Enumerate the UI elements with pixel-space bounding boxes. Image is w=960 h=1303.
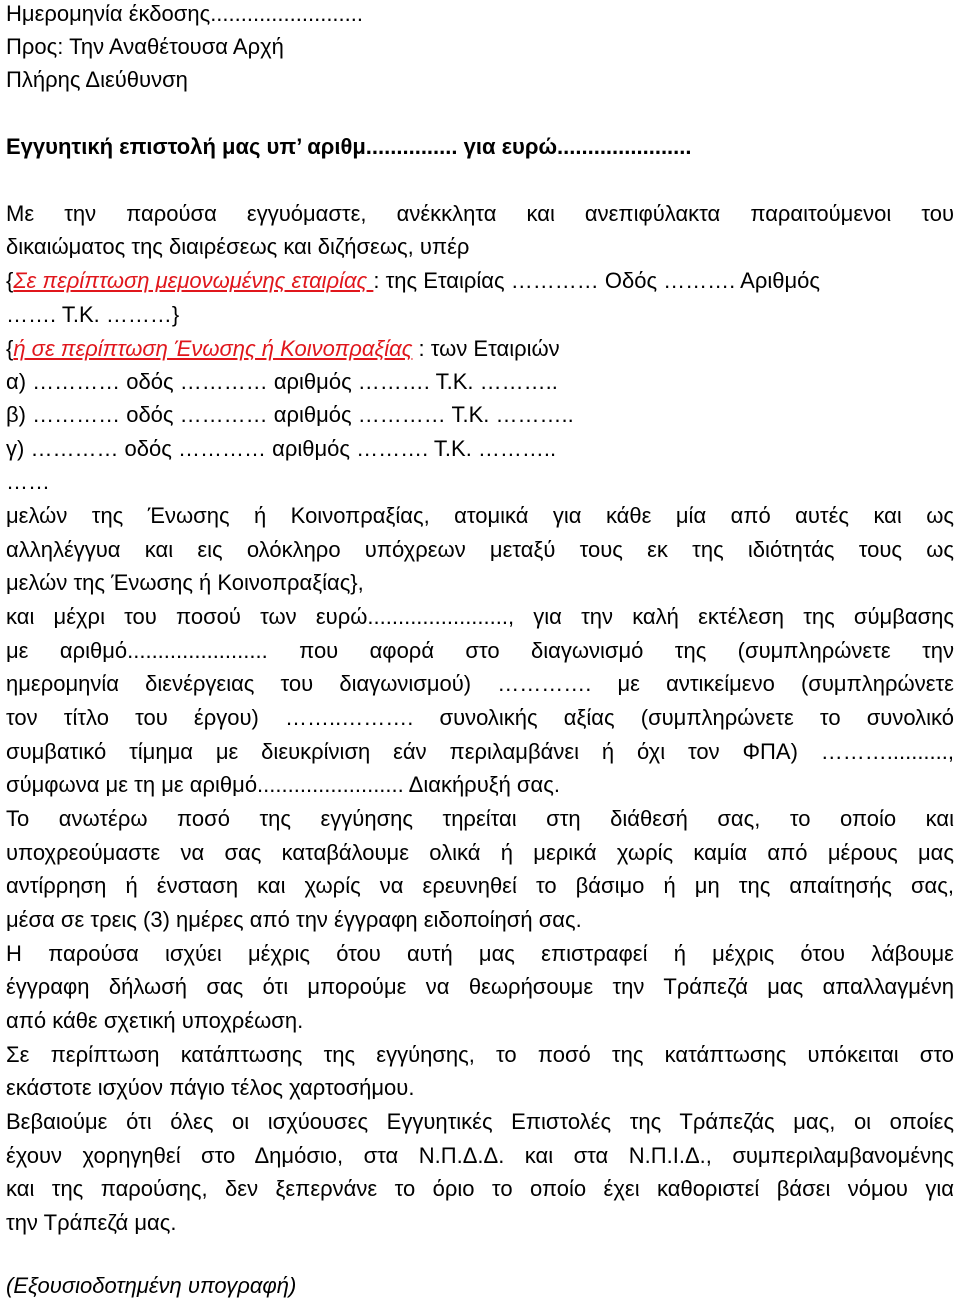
- amount-line: σύμφωνα με τη με αριθμό........................ Διακήρυξή σας.: [6, 772, 560, 797]
- union-member: ……: [6, 469, 50, 494]
- amount-line: τον τίτλο του έργου) ……..………. συνολικής αξίας (συμπληρώνετε το συνολικό: [6, 705, 954, 730]
- certify-paragraph-line: την Τράπεζά μας.: [6, 1210, 177, 1235]
- brace: {: [6, 268, 14, 293]
- full-address: Πλήρης Διεύθυνση: [6, 67, 188, 92]
- certify-paragraph-line: έχουν χορηγηθεί στο Δημόσιο, στα Ν.Π.Δ.Δ. και στα Ν.Π.Ι.Δ., συμπεριλαμβανομένης: [6, 1143, 954, 1168]
- certify-paragraph-line: Βεβαιούμε ότι όλες οι ισχύουσες Εγγυητικές Επιστολές της Τράπεζάς μας, οι οποίες: [6, 1109, 954, 1134]
- single-company-line: [6, 264, 820, 297]
- recipient: Προς: Την Αναθέτουσα Αρχή: [6, 34, 284, 59]
- forfeit-paragraph-line: Σε περίπτωση κατάπτωσης της εγγύησης, το ποσό της κατάπτωσης υπόκειται στο: [6, 1042, 954, 1067]
- amount-line: με αριθμό....................... που αφορά στο διαγωνισμό της (συμπληρώνετε την: [6, 638, 954, 663]
- single-company-fields: : της Εταιρίας ………… Οδός ………. Αριθμός: [373, 268, 820, 293]
- union-label: ή σε περίπτωση Ένωσης ή Κοινοπραξίας: [13, 336, 413, 361]
- guarantee-paragraph-line: μέσα σε τρεις (3) ημέρες από την έγγραφη ειδοποίησή σας.: [6, 907, 582, 932]
- authorized-signature: (Εξουσιοδοτημένη υπογραφή): [6, 1273, 297, 1298]
- forfeit-paragraph-line: εκάστοτε ισχύον πάγιο τέλος χαρτοσήμου.: [6, 1075, 415, 1100]
- union-member: β) ………… οδός ………… αριθμός ………… Τ.Κ. ………..: [6, 402, 574, 427]
- certify-paragraph-line: και της παρούσης, δεν ξεπερνάνε το όριο το οποίο έχει καθοριστεί βάσει νόμου για: [6, 1176, 954, 1201]
- intro-line: Με την παρούσα εγγυόμαστε, ανέκκλητα και ανεπιφύλακτα παραιτούμενοι του: [6, 201, 954, 226]
- letter-subject: Εγγυητική επιστολή μας υπ’ αριθμ............... για ευρώ......................: [6, 134, 692, 159]
- amount-line: συμβατικό τίμημα με διευκρίνιση εάν περιλαμβάνει ή όχι τον ΦΠΑ) ………..........,: [6, 739, 954, 764]
- single-company-line-2: ……. Τ.Κ. ………}: [6, 302, 180, 327]
- union-fields: : των Εταιριών: [412, 336, 560, 361]
- brace: {: [6, 336, 14, 361]
- amount-line: ημερομηνία διενέργειας του διαγωνισμού) …………. με αντικείμενο (συμπληρώνετε: [6, 671, 954, 696]
- union-member: α) ………… οδός ………… αριθμός ………. Τ.Κ. ………..: [6, 369, 558, 394]
- members-text-line: μελών της Ένωσης ή Κοινοπραξίας},: [6, 570, 364, 595]
- amount-line: και μέχρι του ποσού των ευρώ......................., για την καλή εκτέλεση της σύμβασης: [6, 604, 954, 629]
- validity-paragraph-line: Η παρούσα ισχύει μέχρις ότου αυτή μας επιστραφεί ή μέχρις ότου λάβουμε: [6, 941, 954, 966]
- single-company-label: Σε περίπτωση μεμονωμένης εταιρίας: [13, 268, 374, 293]
- intro-line: δικαιώματος της διαιρέσεως και διζήσεως, υπέρ: [6, 234, 470, 259]
- guarantee-paragraph-line: Το ανωτέρω ποσό της εγγύησης τηρείται στη διάθεσή σας, το οποίο και: [6, 806, 954, 831]
- guarantee-paragraph-line: αντίρρηση ή ένσταση και χωρίς να ερευνηθεί το βάσιμο ή μη της απαίτησής σας,: [6, 873, 954, 898]
- guarantee-paragraph-line: υποχρεούμαστε να σας καταβάλουμε ολικά ή μερικά χωρίς καμία από μέρους μας: [6, 840, 954, 865]
- members-text-line: αλληλέγγυα και εις ολόκληρο υπόχρεων μεταξύ τους εκ της ιδιότητάς τους ως: [6, 537, 954, 562]
- members-text-line: μελών της Ένωσης ή Κοινοπραξίας, ατομικά για κάθε μία από αυτές και ως: [6, 503, 954, 528]
- issue-date: Ημερομηνία έκδοσης.........................: [6, 1, 363, 26]
- validity-paragraph-line: έγγραφη δήλωσή σας ότι μπορούμε να θεωρήσουμε την Τράπεζά μας απαλλαγμένη: [6, 974, 954, 999]
- union-member: γ) ………… οδός ………… αριθμός ………. Τ.Κ. ………..: [6, 436, 557, 461]
- union-line: [6, 332, 560, 365]
- validity-paragraph-line: από κάθε σχετική υποχρέωση.: [6, 1008, 304, 1033]
